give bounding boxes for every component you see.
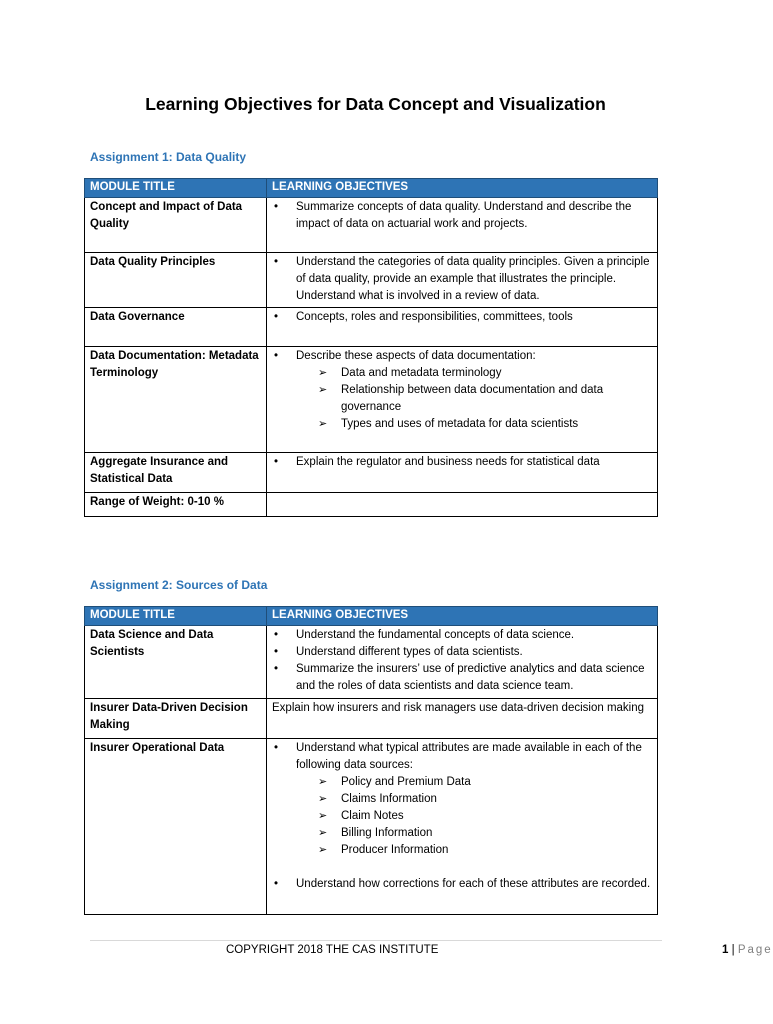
objective-text: Understand what typical attributes are made available in each of the following data sources:	[296, 742, 642, 771]
table-header-row	[85, 179, 658, 198]
objective-bullet: • Explain the regulator and business needs for statistical data	[272, 454, 652, 471]
objectives-cell	[267, 453, 658, 493]
objective-bullet: • Understand the fundamental concepts of data science.	[272, 627, 652, 644]
table-row	[85, 626, 658, 699]
sub-item: ➢ Claims Information	[316, 791, 652, 808]
range-of-weight: Range of Weight: 0-10 %	[85, 493, 267, 517]
page-title: Learning Objectives for Data Concept and Visualization	[145, 94, 606, 114]
assignment-1-heading: Assignment 1: Data Quality	[90, 150, 247, 164]
page-label: Page	[737, 944, 773, 956]
page-separator: |	[731, 944, 735, 956]
learning-objectives-header: LEARNING OBJECTIVES	[267, 179, 658, 198]
module-title: Data Documentation: Metadata Terminology	[85, 347, 267, 453]
objectives-text: Explain how insurers and risk managers use data-driven decision making	[267, 699, 658, 739]
sub-item: ➢ Billing Information	[316, 825, 652, 842]
table-row	[85, 453, 658, 493]
table-row	[85, 308, 658, 347]
sub-item: ➢ Producer Information	[316, 842, 652, 859]
sub-item: ➢ Types and uses of metadata for data scientists	[316, 416, 652, 433]
objectives-cell	[267, 253, 658, 308]
page-number	[722, 944, 773, 956]
objective-text: Describe these aspects of data documentation:	[296, 350, 536, 362]
objective-bullet: • Understand different types of data scientists.	[272, 644, 652, 661]
table-header-row	[85, 607, 658, 626]
objectives-cell	[267, 308, 658, 347]
sub-item: ➢ Data and metadata terminology	[316, 365, 652, 382]
module-title: Data Quality Principles	[85, 253, 267, 308]
assignment-2-heading: Assignment 2: Sources of Data	[90, 578, 268, 592]
objective-bullet: • Understand how corrections for each of these attributes are recorded.	[272, 876, 652, 893]
module-title-header: MODULE TITLE	[85, 179, 267, 198]
objectives-cell	[267, 739, 658, 915]
objective-bullet: • Concepts, roles and responsibilities, committees, tools	[272, 309, 652, 326]
table-row	[85, 253, 658, 308]
objectives-cell	[267, 347, 658, 453]
sub-item: ➢ Policy and Premium Data	[316, 774, 652, 791]
module-title: Insurer Operational Data	[85, 739, 267, 915]
table-row	[85, 198, 658, 253]
module-title: Data Governance	[85, 308, 267, 347]
objective-bullet: • Understand the categories of data quality principles. Given a principle of data quality, provide an example that illustrates the principle. Understand what is involved in a review of data.	[272, 254, 652, 305]
table-row	[85, 739, 658, 915]
module-title: Insurer Data-Driven Decision Making	[85, 699, 267, 739]
module-title: Concept and Impact of Data Quality	[85, 198, 267, 253]
footer-copyright: COPYRIGHT 2018 THE CAS INSTITUTE	[226, 944, 439, 956]
table-row	[85, 493, 658, 517]
module-title: Aggregate Insurance and Statistical Data	[85, 453, 267, 493]
assignment-2-table	[84, 606, 658, 915]
assignment-1-table	[84, 178, 658, 517]
objectives-cell	[267, 198, 658, 253]
table-row	[85, 699, 658, 739]
objective-bullet: • Summarize concepts of data quality. Understand and describe the impact of data on actuarial work and projects.	[272, 199, 652, 233]
objective-bullet: • Summarize the insurers’ use of predictive analytics and data science and the roles of data scientists and data science team.	[272, 661, 652, 695]
objectives-cell	[267, 493, 658, 517]
footer-divider	[90, 940, 662, 941]
learning-objectives-header: LEARNING OBJECTIVES	[267, 607, 658, 626]
objective-bullet	[272, 740, 652, 859]
sub-item: ➢ Relationship between data documentation and data governance	[316, 382, 652, 416]
module-title: Data Science and Data Scientists	[85, 626, 267, 699]
module-title-header: MODULE TITLE	[85, 607, 267, 626]
table-row	[85, 347, 658, 453]
sub-item: ➢ Claim Notes	[316, 808, 652, 825]
objective-bullet	[272, 348, 652, 433]
objectives-cell	[267, 626, 658, 699]
page-number-value: 1	[722, 944, 729, 956]
